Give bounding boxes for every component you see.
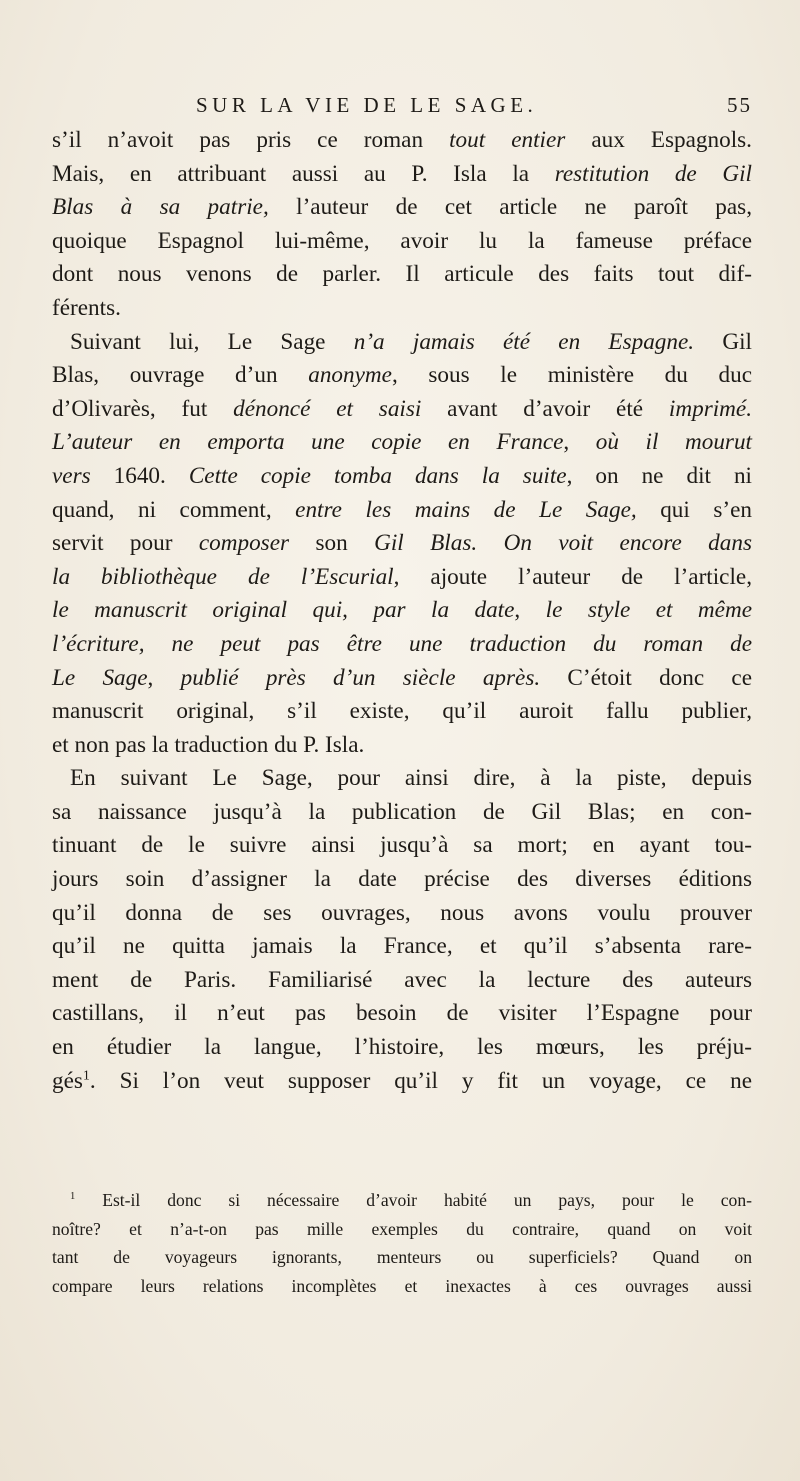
text-run: En suivant Le Sage, pour ainsi dire, à la piste, depuis [70,765,752,792]
text-line [52,1065,752,1099]
text-run: Blas, ouvrage d’un [52,362,309,389]
italic-text: tout entier [449,127,566,153]
italic-text: L’auteur en emporta une copie en France [52,429,564,456]
text-run: avant d’avoir été [421,395,669,422]
text-run: dont nous venons de parler. Il articule des faits tout dif- [52,261,752,288]
italic-text: Le Sage [52,664,148,691]
text-run: sa naissance jusqu’à la publication de Gil Blas; en con- [52,798,752,825]
text-run: ment de Paris. Familiarisé avec la lecture des auteurs [52,966,752,993]
text-line [52,695,752,729]
text-line [52,359,752,393]
text-run: quoique Espagnol lui-même, avoir lu la fameuse préface [52,227,752,254]
text-line [52,494,752,528]
text-run: noître? et n’a-t-on pas mille exemples du contraire, quand on voit [52,1218,752,1239]
text-line [52,393,752,427]
italic-text: Blas à sa patrie, [52,194,269,221]
footnote-block [52,1186,752,1300]
text-line [52,594,752,628]
italic-text: l’écriture, ne peut pas être une traduction du roman de [52,630,752,657]
text-run: et non pas la traduction du P. Isla. [52,731,365,758]
italic-text: la bibliothèque de l’Escurial [52,563,394,590]
text-run: C’étoit donc ce [540,664,753,691]
text-run: 1640. [90,462,189,489]
text-run: l’auteur de cet article ne paroît pas, [268,194,752,221]
text-line [52,964,752,998]
text-run: castillans, il n’eut pas besoin de visiter l’Espagne pour [52,1000,752,1027]
text-run: Mais, en attribuant aussi au P. Isla la [52,160,555,187]
text-run: compare leurs relations incomplètes et inexactes à ces ouvrages aussi [52,1275,752,1296]
text-line [52,460,752,494]
text-line [52,729,752,763]
text-run: en étudier la langue, l’histoire, les mœurs, les préju- [52,1034,752,1061]
text-line [52,258,752,292]
italic-text: publié près d’un siècle après. [180,664,541,691]
text-run: , on ne dit ni [566,462,752,489]
text-run: aux Espagnols. [565,127,752,153]
text-run: , ajoute l’auteur de l’article, [393,563,752,590]
text-run: , [147,664,181,691]
footnote-line [52,1215,752,1244]
italic-text: n’a jamais été en Espagne. [353,328,695,355]
italic-text: entre les mains de Le Sage, [295,496,637,523]
text-run: jours soin d’assigner la date précise des diverses éditions [52,866,752,893]
italic-text: le style et même [545,597,752,624]
italic-text: imprimé. [668,395,752,422]
text-line [52,662,752,696]
italic-text: restitution de Gil [554,160,752,187]
text-run: , [563,429,596,456]
text-line [52,1031,752,1065]
text-run: servit pour [52,530,199,557]
footnote-marker: 1 [70,1191,76,1203]
footnote-line [52,1243,752,1272]
text-line [52,930,752,964]
text-line [52,426,752,460]
text-line [52,527,752,561]
text-line [52,225,752,259]
text-line [52,762,752,796]
italic-text: le manuscrit original qui, par la date [52,597,515,624]
text-run: Est-il donc si nécessaire d’avoir habité un pays, pour le con- [75,1190,752,1210]
text-run: tant de voyageurs ignorants, menteurs ou superficiels? Quand on [52,1247,752,1267]
italic-text: anonyme [308,362,392,389]
text-line [52,326,752,360]
text-run: Gil [694,328,752,355]
body-text [52,124,752,1098]
text-line [52,628,752,662]
text-line [52,897,752,931]
text-line [52,158,752,192]
italic-text: composer [198,530,290,557]
running-title: SUR LA VIE DE LE SAGE. [196,93,538,117]
text-run: . Si l’on veut supposer qu’il y fit un voyage, ce ne [89,1067,752,1094]
text-run: Suivant lui, Le Sage [70,328,354,355]
text-run: qu’il donna de ses ouvrages, nous avons voulu prouver [52,899,752,926]
text-line [52,863,752,897]
text-line [52,124,752,158]
text-line [52,997,752,1031]
text-run: son [289,530,375,557]
text-run: tinuant de le suivre ainsi jusqu’à sa mort; en ayant tou- [52,832,752,859]
italic-text: Gil Blas. On voit encore dans [374,530,752,557]
text-line [52,191,752,225]
text-line [52,561,752,595]
italic-text: vers [52,462,91,489]
footnote-marker: 1 [82,1067,90,1083]
text-run: quand, ni comment, [52,496,296,523]
italic-text: où il mourut [595,429,752,456]
italic-text: dénoncé et saisi [233,395,422,422]
text-run: , sous le ministère du duc [391,362,752,389]
text-run: , [514,597,546,624]
page-header [0,89,800,121]
text-run: manuscrit original, s’il existe, qu’il auroit fallu publier, [52,698,752,725]
text-run: qui s’en [636,496,752,523]
footnote-line [52,1272,752,1301]
text-run: férents. [52,294,121,321]
text-run: qu’il ne quitta jamais la France, et qu’il s’absenta rare- [52,933,752,960]
text-run: d’Olivarès, fut [52,395,234,422]
text-line [52,796,752,830]
text-line [52,292,752,326]
text-run: s’il n’avoit pas pris ce roman [52,127,450,153]
italic-text: Cette copie tomba dans la suite [188,462,567,489]
text-run: gés [52,1067,83,1094]
text-line [52,829,752,863]
page-number: 55 [727,93,752,117]
footnote-line [52,1186,752,1215]
